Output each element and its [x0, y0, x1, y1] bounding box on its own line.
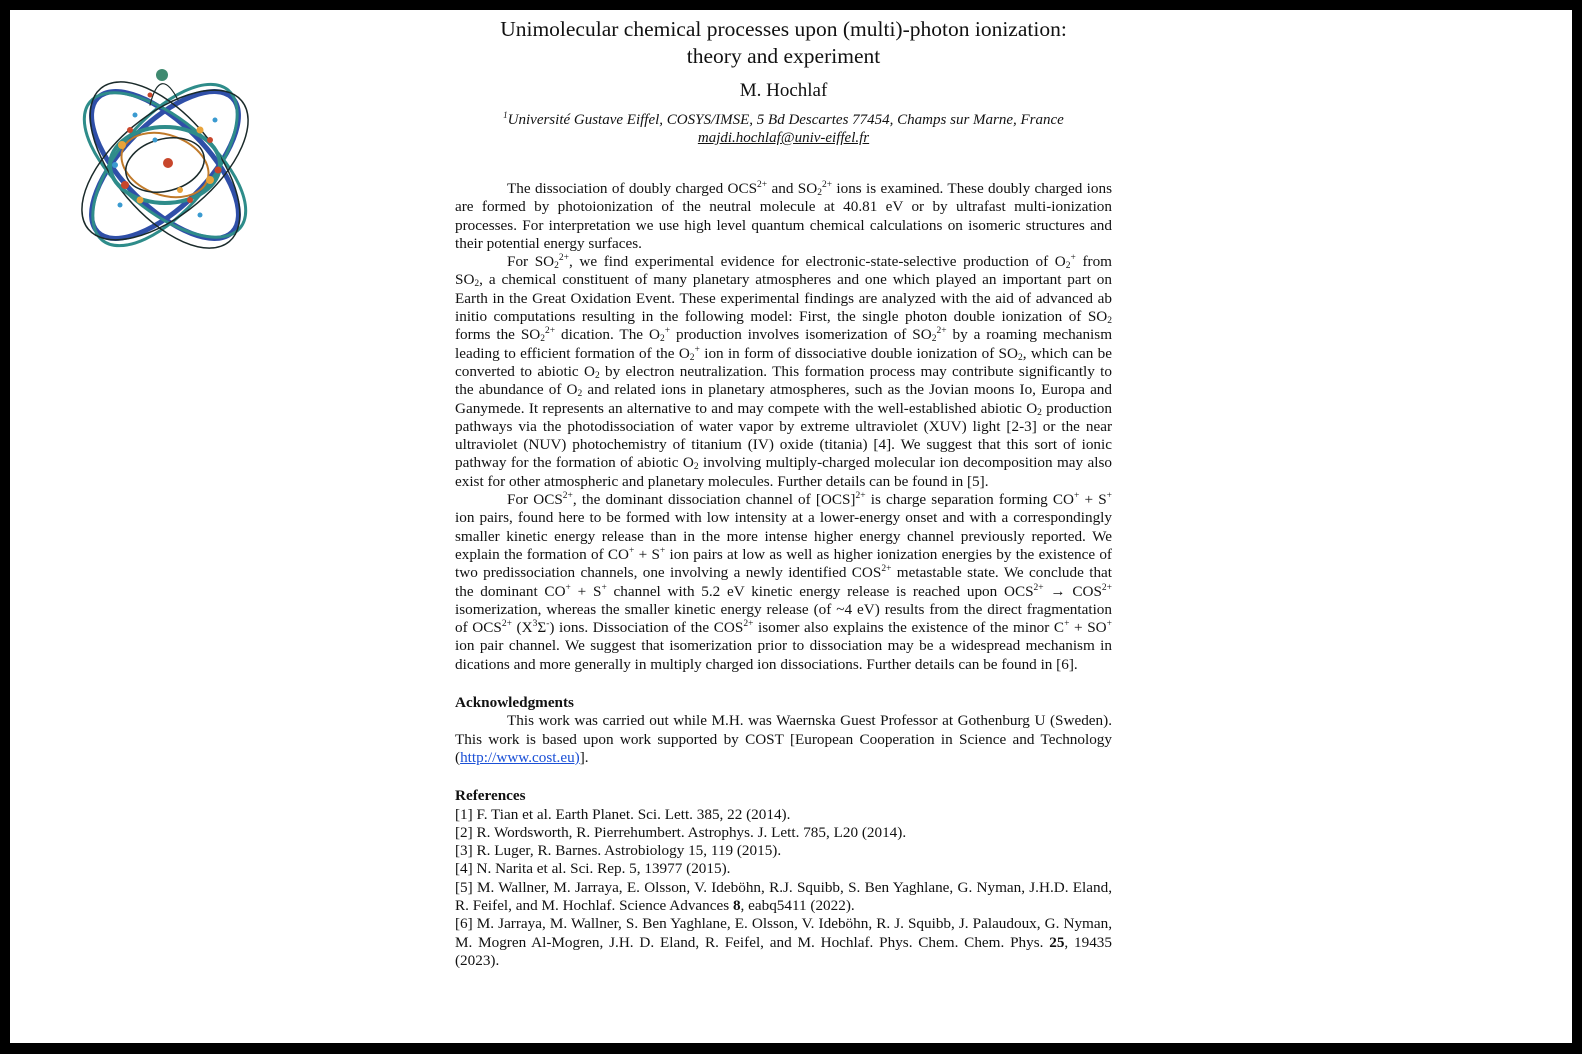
abstract-body — [455, 180, 1112, 674]
paper-column — [455, 16, 1112, 970]
affiliation-marker: 1 — [503, 110, 508, 120]
reference-item: [5] M. Wallner, M. Jarraya, E. Olsson, V. Ideböhn, R.J. Squibb, S. Ben Yaghlane, G. Nyman, J.H.D. Eland, R. Feifel, and M. Hochlaf. Science Advances 8, eabq5411 (2022). — [455, 878, 1112, 914]
acknowledgments-heading: Acknowledgments — [455, 694, 574, 712]
abstract-paragraph-2: For $SO_2^{2+}$, we find experimental evidence for electronic-state-selective production of $O_2^+$ from $SO_2$, a chemical constituent of many planetary atmospheres and one which played an important part on Earth in the Great Oxidation Event. These experimental findings are analyzed with the aid of advanced ab initio computations resulting in the following model: First, the single photon double ionization of $SO_2$ forms the $SO_2^{2+}$ dication. The $O_2^+$ production involves isomerization of $SO_2^{2+}$ by a roaming mechanism leading to efficient formation of the $O_2^+$ ion in form of dissociative double ionization of $SO_2$, which can be converted to abiotic $O_2$ by electron neutralization. This formation process may contribute significantly to the abundance of $O_2$ and related ions in planetary atmospheres, such as the Jovian moons Io, Europa and Ganymede. It represents an alternative to and may compete with the well-established abiotic $O_2$ production pathways via the photodissociation of water vapor by extreme ultraviolet (XUV) light [2-3] or the near ultraviolet (NUV) photochemistry of titanium (IV) oxide (titania) [4]. We suggest that this sort of ionic pathway for the formation of abiotic $O_2$ involving multiply-charged molecular ion decomposition may also exist for other atmospheric and planetary molecules. Further details can be found in [5]. — [455, 253, 1113, 490]
reference-item: [3] R. Luger, R. Barnes. Astrobiology 15, 119 (2015). — [455, 842, 782, 860]
affiliation-text: Université Gustave Eiffel, COSYS/IMSE, 5 Bd Descartes 77454, Champs sur Marne, France — [507, 112, 1064, 128]
reference-item: [1] F. Tian et al. Earth Planet. Sci. Lett. 385, 22 (2014). — [455, 805, 791, 823]
title-line-1: Unimolecular chemical processes upon (multi)-photon ionization: — [500, 17, 1067, 41]
reference-item: [2] R. Wordsworth, R. Pierrehumbert. Astrophys. J. Lett. 785, L20 (2014). — [455, 823, 907, 841]
acknowledgments-text: This work was carried out while M.H. was Waernska Guest Professor at Gothenburg U (Sweden). This work is based upon work supported by COST [European Cooperation in Science and Technology (http://www.cost.eu)]. — [455, 712, 1112, 766]
email-link[interactable]: majdi.hochlaf@univ-eiffel.fr — [697, 130, 870, 146]
atom-orbit-illustration-icon — [60, 60, 270, 270]
paper-title — [455, 16, 1112, 70]
references-heading: References — [455, 787, 526, 805]
affiliation — [455, 111, 1112, 129]
author-email — [455, 129, 1112, 147]
atom-logo-icon — [60, 60, 270, 270]
document-page — [10, 10, 1572, 1043]
abstract-paragraph-1: The dissociation of doubly charged $OCS^{2+}$ and $SO_2^{2+}$ ions is examined. These doubly charged ions are formed by photoionization of the neutral molecule at 40.81 eV or by ultrafast multi-ionization processes. For interpretation we use high level quantum chemical calculations on isomeric structures and their potential energy surfaces. — [455, 180, 1113, 252]
author-name: M. Hochlaf — [739, 80, 828, 101]
title-line-2: theory and experiment — [686, 44, 881, 68]
abstract-paragraph-3: For $OCS^{2+}$, the dominant dissociation channel of [OCS]$^{2+}$ is charge separation forming CO+ + S+ ion pairs, found here to be formed with low intensity at a lower-energy onset and with a correspondingly smaller kinetic energy release than in the more intense higher energy channel previously reported. We explain the formation of CO+ + S+ ion pairs at low as well as higher ionization energies by the existence of two predissociation channels, one involving a newly identified $COS^{2+}$ metastable state. We conclude that the dominant CO+ + S+ channel with 5.2 eV kinetic energy release is reached upon $OCS^{2+} \to COS^{2+}$ isomerization, whereas the smaller kinetic energy release (of ~4 eV) results from the direct fragmentation of $OCS^{2+}$ $(X^3\Sigma^-)$ ions. Dissociation of the $COS^{2+}$ isomer also explains the existence of the minor C+ + SO+ ion pair channel. We suggest that isomerization prior to dissociation may be a widespread mechanism in dications and more generally in multiply charged ion dissociations. Further details can be found in [6]. — [455, 491, 1113, 673]
reference-item: [4] N. Narita et al. Sci. Rep. 5, 13977 (2015). — [455, 860, 731, 878]
references-list — [455, 806, 1112, 971]
reference-item: [6] M. Jarraya, M. Wallner, S. Ben Yaghlane, E. Olsson, V. Ideböhn, R. J. Squibb, J. Palaudoux, G. Nyman, M. Mogren Al-Mogren, J.H. D. Eland, R. Feifel, and M. Hochlaf. Phys. Chem. Chem. Phys. 25, 19435 (2023). — [455, 915, 1112, 969]
cost-link[interactable]: http://www.cost.eu) — [460, 748, 580, 766]
